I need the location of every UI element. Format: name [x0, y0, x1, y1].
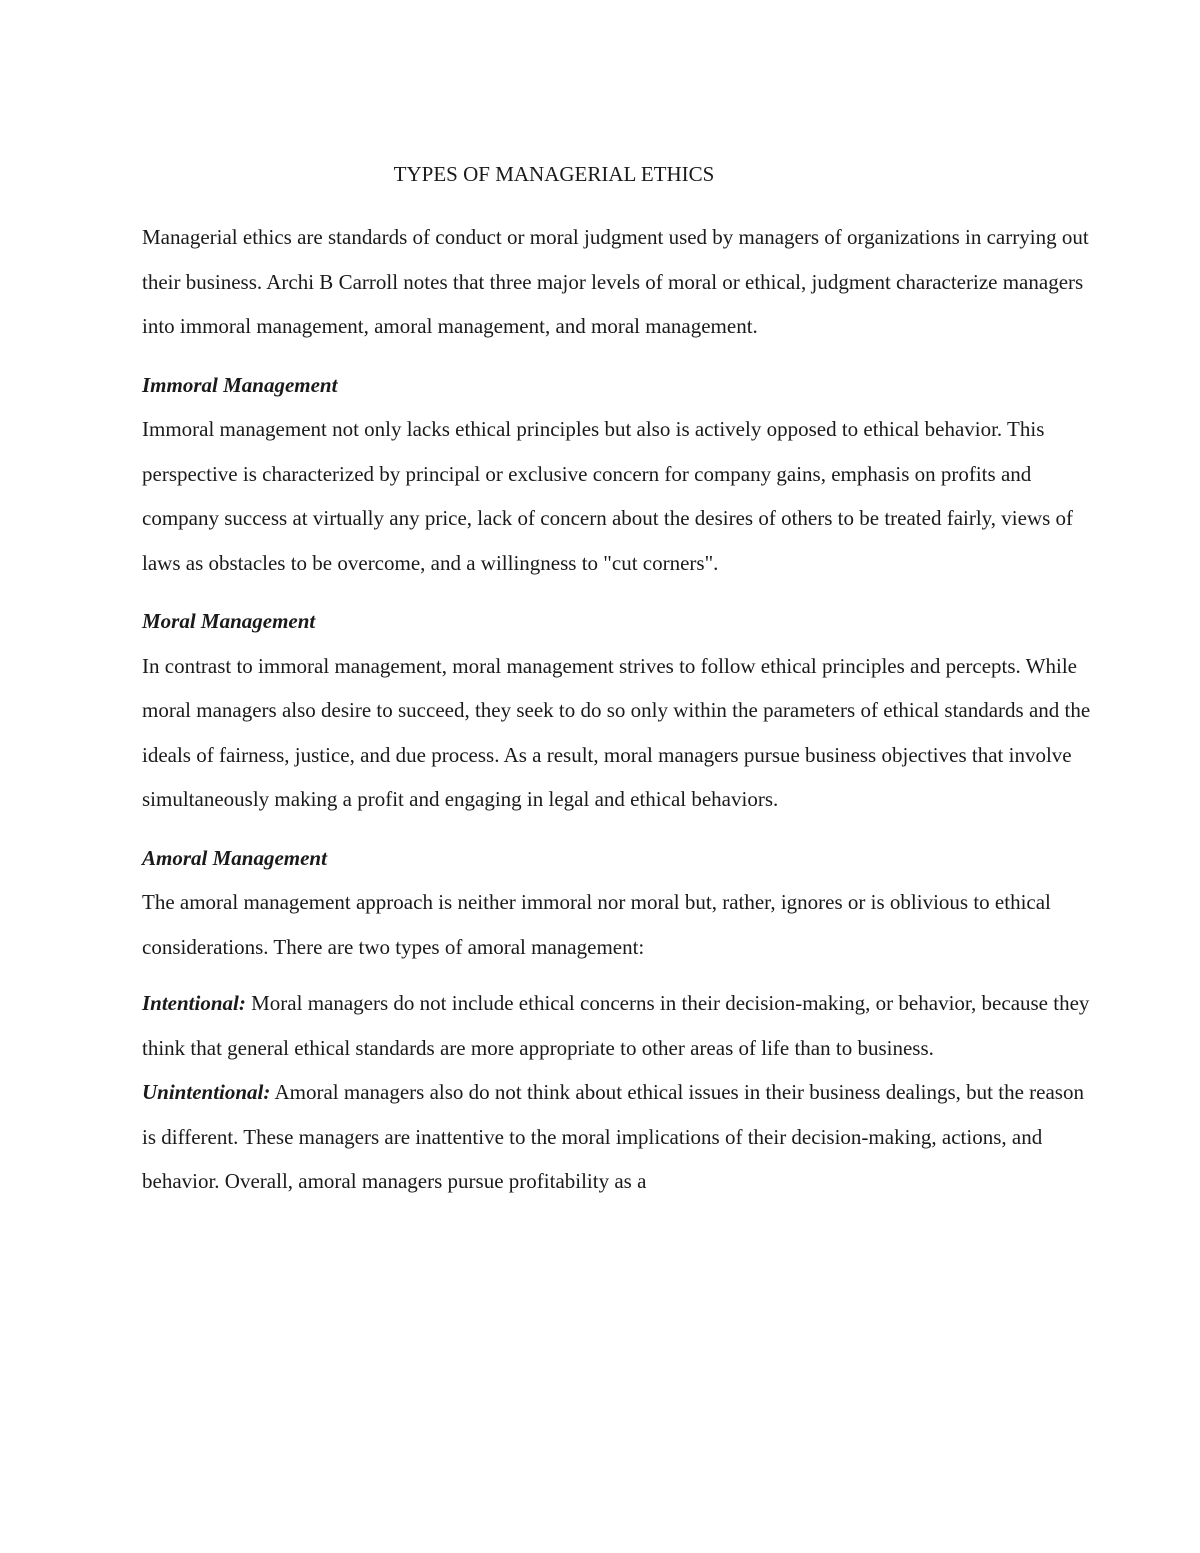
- document-body: [142, 215, 1092, 1204]
- intro-paragraph: Managerial ethics are standards of conduct or moral judgment used by managers of organizations in carrying out their business. Archi B Carroll notes that three major levels of moral or ethical, judgment characterize managers into immoral management, amoral management, and moral management.: [142, 225, 1089, 338]
- type-paragraph-unintentional: [142, 1070, 1092, 1204]
- section-heading-amoral: Amoral Management: [142, 845, 327, 870]
- type-text-intentional: Moral managers do not include ethical concerns in their decision-making, or behavior, because they think that general ethical standards are more appropriate to other areas of life than to business.: [142, 991, 1090, 1060]
- type-text-unintentional: Amoral managers also do not think about ethical issues in their business dealings, but the reason is different. These managers are inattentive to the moral implications of their decision-making, actions, and behavior. Overall, amoral managers pursue profitability as a: [142, 1080, 1084, 1193]
- type-label-intentional: Intentional:: [142, 991, 246, 1015]
- type-label-unintentional: Unintentional:: [142, 1080, 271, 1104]
- type-paragraph-intentional: [142, 981, 1092, 1070]
- section-heading-moral: Moral Management: [142, 609, 316, 633]
- section-heading-immoral: Immoral Management: [142, 372, 338, 397]
- document-title: TYPES OF MANAGERIAL ETHICS: [393, 162, 715, 186]
- section-text-amoral: The amoral management approach is neither immoral nor moral but, rather, ignores or is oblivious to ethical considerations. There are two types of amoral management:: [142, 890, 1051, 959]
- section-text-immoral: Immoral management not only lacks ethical principles but also is actively opposed to ethical behavior. This perspective is characterized by principal or exclusive concern for company gains, emphasis on profits and company success at virtually any price, lack of concern about the desires of others to be treated fairly, views of laws as obstacles to be overcome, and a willingness to "cut corners".: [142, 417, 1074, 575]
- section-text-moral: In contrast to immoral management, moral management strives to follow ethical principles and percepts. While moral managers also desire to succeed, they seek to do so only within the parameters of ethical standards and the ideals of fairness, justice, and due process. As a result, moral managers pursue business objectives that involve simultaneously making a profit and engaging in legal and ethical behaviors.: [142, 653, 1091, 811]
